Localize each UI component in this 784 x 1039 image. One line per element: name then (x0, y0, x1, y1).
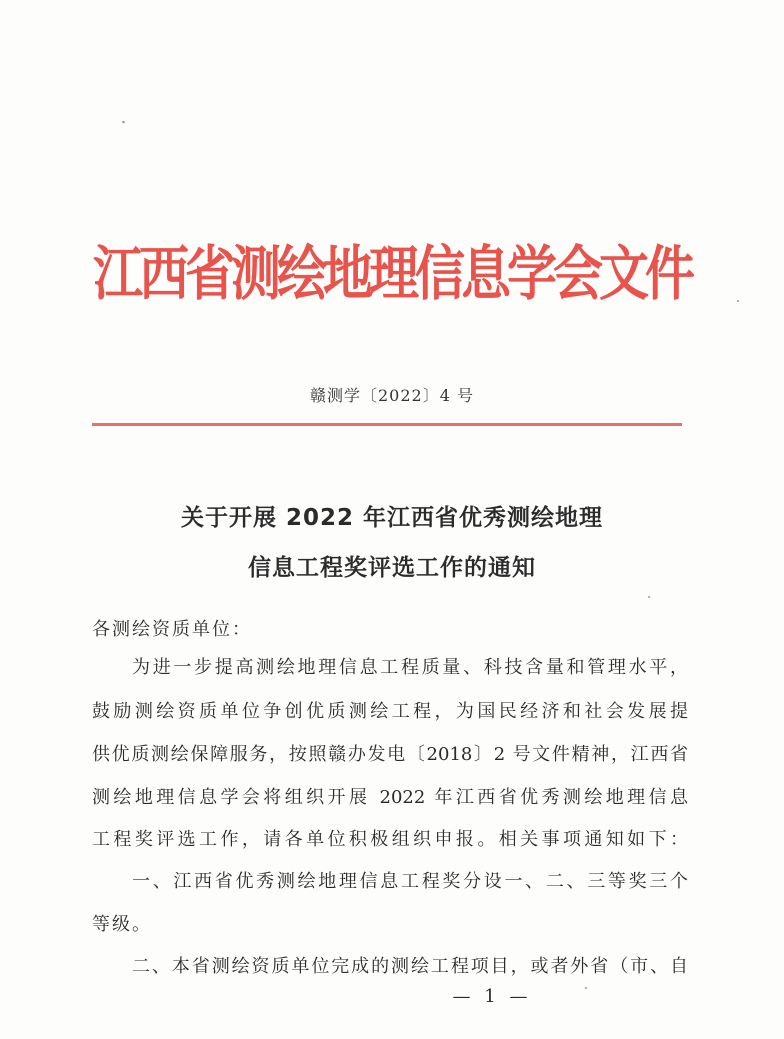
page-number: — 1 — (452, 986, 532, 1007)
salutation: 各测绘资质单位： (92, 619, 252, 640)
scan-speck (648, 596, 650, 598)
body-text-line: 鼓励测绘资质单位争创优质测绘工程，为国民经济和社会发展提 (92, 701, 688, 722)
body-text-line: 工程奖评选工作，请各单位积极组织申报。相关事项通知如下： (92, 829, 688, 850)
red-divider-line (92, 423, 682, 426)
document-number: 赣测学〔2022〕4 号 (310, 386, 474, 405)
body-text-line: 测绘地理信息学会将组织开展 2022 年江西省优秀测绘地理信息 (92, 787, 688, 808)
body-text-line: 为进一步提高测绘地理信息工程质量、科技含量和管理水平， (132, 657, 688, 678)
body-text-line: 二、本省测绘资质单位完成的测绘工程项目，或者外省（市、自 (132, 956, 688, 977)
scan-speck (737, 300, 739, 302)
scan-speck (122, 121, 125, 123)
body-text-line: 一、江西省优秀测绘地理信息工程奖分设一、二、三等奖三个 (132, 871, 688, 892)
notice-title-line-2: 信息工程奖评选工作的通知 (248, 555, 536, 581)
notice-title-line-1: 关于开展 2022 年江西省优秀测绘地理 (180, 505, 604, 531)
issuing-organization-title: 江西省测绘地理信息学会文件 (93, 239, 691, 308)
body-text-line: 供优质测绘保障服务，按照赣办发电〔2018〕2 号文件精神，江西省 (92, 744, 688, 765)
body-text-line: 等级。 (92, 914, 152, 935)
